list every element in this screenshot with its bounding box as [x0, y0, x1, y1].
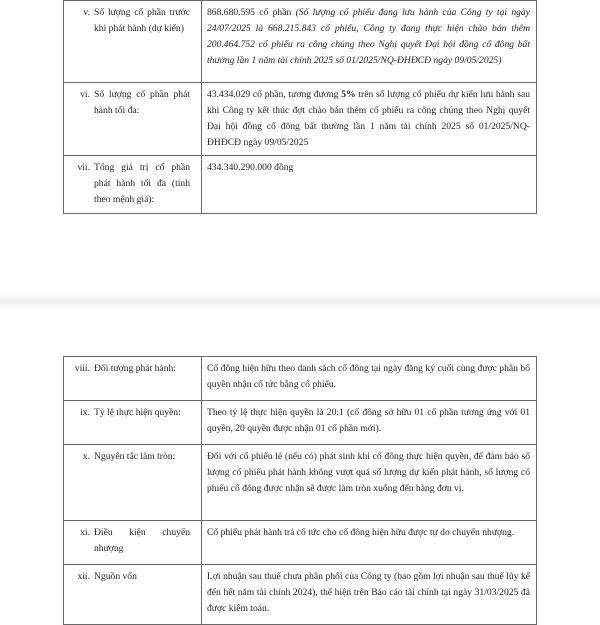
row-number: vi.: [80, 89, 90, 100]
row-label: Tổng giá trị cổ phần phát hành tối đa (tính theo mệnh giá):: [94, 162, 190, 205]
row-value: Lợi nhuận sau thuế chưa phân phối của Công ty (bao gồm lợi nhuận sau thuế lũy kế đến hết năm tài chính 2024), thể hiện trên Báo cáo tài chính tại ngày 31/03/2025 đã được kiểm toán.: [207, 571, 530, 614]
row-label-cell: [64, 401, 202, 445]
row-number: xii.: [77, 571, 90, 582]
row-label-cell: [64, 156, 202, 214]
table-row: [64, 156, 537, 214]
row-number: v.: [83, 7, 90, 18]
row-label-cell: [64, 1, 202, 83]
row-value-cell: [202, 1, 537, 83]
table-row: [64, 445, 537, 521]
row-label: Nguyên tắc làm tròn:: [94, 451, 176, 462]
table-row: [64, 401, 537, 445]
row-label-cell: [64, 521, 202, 565]
row-value-lead: 868.680.595 cổ phần: [207, 7, 296, 18]
row-number: x.: [82, 451, 90, 462]
row-value: Cổ phiếu phát hành trả cổ tức cho cổ đông hiện hữu được tự do chuyển nhượng.: [207, 527, 515, 538]
row-label: Đối tượng phát hành:: [94, 363, 176, 374]
table-row: [64, 565, 537, 625]
issuance-table-part-1: [63, 0, 537, 214]
row-value-lead: 43.434.029 cổ phần, tương đương: [207, 89, 342, 100]
table-row: [64, 357, 537, 401]
row-number: ix.: [80, 407, 90, 418]
document-page-1: [0, 0, 600, 292]
row-number: vii.: [77, 162, 90, 173]
page-separator: [0, 292, 600, 312]
row-label: Số lượng cổ phần phát hành tối đa:: [94, 89, 190, 116]
row-value-cell: [202, 565, 537, 625]
row-label-cell: [64, 445, 202, 521]
row-value-cell: [202, 83, 537, 156]
table-row: [64, 521, 537, 565]
document-page-2: [0, 312, 600, 614]
row-value-cell: [202, 357, 537, 401]
row-label: Tỷ lệ thực hiện quyền:: [94, 407, 181, 418]
row-value-cell: [202, 401, 537, 445]
row-value-percent: 5%: [341, 89, 356, 100]
row-label-cell: [64, 565, 202, 625]
row-value-cell: [202, 156, 537, 214]
row-value: 434.340.290.000 đồng: [207, 162, 294, 173]
issuance-table-part-2: [63, 356, 537, 625]
row-value-note: (Số lượng cổ phiếu đang lưu hành của Công ty tại ngày 24/07/2025 là 668.215.843 cổ phiếu, Công ty đang thực hiện chào bán thêm 200.464.752 cổ phiếu ra công chúng theo Nghị quyết Đại hội đồng cổ đông bất thường lần 1 năm tài chính 2025 số 01/2025/NQ-ĐHĐCĐ ngày 09/05/2025): [207, 7, 530, 66]
row-label: Điều kiện chuyển nhượng: [94, 527, 190, 554]
row-label-cell: [64, 83, 202, 156]
row-value: Theo tỷ lệ thực hiện quyền là 20:1 (cổ đông sở hữu 01 cổ phần tương ứng với 01 quyền, 20 quyền được nhận 01 cổ phần mới).: [207, 407, 530, 434]
table-row: [64, 1, 537, 83]
table-row: [64, 83, 537, 156]
row-value-cell: [202, 445, 537, 521]
row-value: Cổ đông hiện hữu theo danh sách cổ đông tại ngày đăng ký cuối cùng được phân bổ quyền nhận cổ tức bằng cổ phiếu.: [207, 363, 530, 390]
row-number: viii.: [74, 363, 90, 374]
row-value: Đối với cổ phiếu lẻ (nếu có) phát sinh khi cổ đông thực hiện quyền, để đảm bảo số lượng cổ phiếu phát hành không vượt quá số lượng dự kiến phát hành, số lượng cổ phiếu cổ đông được nhận sẽ được làm tròn xuống đến hàng đơn vị.: [207, 451, 530, 494]
row-label: Số lượng cổ phần trước khi phát hành (dự kiến): [94, 7, 190, 34]
row-label-cell: [64, 357, 202, 401]
row-value-tail: trên số lượng cổ phiếu dự kiến lưu hành sau khi Công ty kết thúc đợt chào bán thêm cổ phiếu ra công chúng theo Nghị quyết Đại hội đồng cổ đông bất thường lần 1 năm tài chính 2025 số 01/2025/NQ-ĐHĐCĐ ngày 09/05/2025: [207, 89, 530, 148]
row-number: xi.: [80, 527, 90, 538]
row-label: Nguồn vốn: [94, 571, 137, 582]
row-value-cell: [202, 521, 537, 565]
